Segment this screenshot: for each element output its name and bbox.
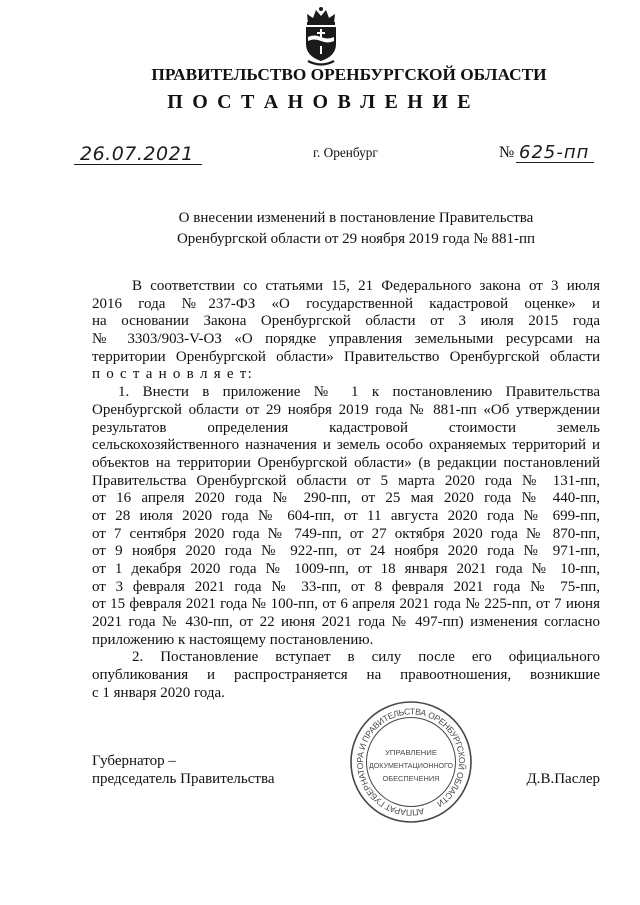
resolves-word: п о с т а н о в л я е т: [92, 366, 254, 383]
preamble-line: на основании Закона Оренбургской области от 3 июля 2015 года [92, 313, 600, 330]
item-1-line: 1. Внести в приложение № 1 к постановлению Правительства [118, 384, 600, 401]
item-1-line: Правительства Оренбургской области от 5 марта 2020 года № 131-пп, [92, 472, 600, 489]
crown-base [307, 22, 335, 25]
paragraph-preamble [92, 278, 600, 384]
item-2-line: с 1 января 2020 года. [92, 684, 225, 701]
signatory-position [92, 753, 392, 788]
item-1-line: приложению к настоящему постановлению. [92, 631, 374, 648]
organization-title: ПРАВИТЕЛЬСТВО ОРЕНБУРГСКОЙ ОБЛАСТИ [151, 65, 547, 84]
paragraph-item-2 [92, 649, 600, 702]
city: г. Оренбург [313, 145, 378, 160]
stamp-center-line: ОБЕСПЕЧЕНИЯ [382, 776, 440, 783]
document-body [92, 278, 600, 703]
document-title [110, 208, 602, 250]
item-1-line: от 15 февраля 2021 года № 100-пп, от 6 апреля 2021 года № 225-пп, от 7 июня [92, 596, 600, 613]
document-date: 26.07.2021 [80, 143, 194, 165]
item-1-line: объектов на территории Оренбургской области» (в редакции постановлений [92, 454, 600, 471]
stamp-inner-ring [367, 718, 456, 807]
number-underline [516, 162, 594, 163]
crown-orb [319, 7, 323, 11]
number-sign: № [499, 144, 515, 161]
preamble-line: 2016 года №237-ФЗ «О государственной кадастровой оценке» и [92, 295, 600, 312]
item-2-line: опубликования и распространяется на правоотношения, возникшие [92, 667, 600, 684]
paragraph-item-1 [92, 384, 600, 649]
signatory-position-line: Губернатор – [92, 753, 176, 769]
crown-shape [307, 10, 335, 23]
preamble-line: № 3303/903-V-ОЗ «О порядке управления земельными ресурсами на [92, 331, 600, 348]
preamble-line: В соответствии со статьями 15, 21 Федерального закона от 3 июля [132, 278, 600, 294]
document-type: П О С Т А Н О В Л Е Н И Е [167, 91, 473, 113]
signatory-name: Д.В.Паслер [526, 770, 600, 787]
date-underline [74, 164, 202, 165]
item-1-line: Оренбургской области от 29 ноября 2019 года № 881-пп «Об утверждении [92, 401, 600, 418]
item-1-line: от 3 февраля 2021 года № 33-пп, от 8 февраля 2021 года № 75-пп, [92, 578, 600, 595]
stamp-outer-ring [351, 702, 471, 822]
item-2-line: 2. Постановление вступает в силу после его официального [132, 649, 600, 666]
preamble-line: территории Оренбургской области» Правительство Оренбургской области [92, 348, 600, 365]
signatory-position-line: председатель Правительства [92, 770, 275, 787]
document-number: 625-пп [519, 142, 590, 163]
shield-detail [320, 46, 322, 54]
item-1-line: от 28 июля 2020 года № 604-пп, от 11 августа 2020 года № 699-пп, [92, 507, 600, 524]
item-1-line: 2021 года № 430-пп, от 22 июня 2021 года № 497-пп) изменения согласно [92, 614, 600, 631]
stamp-ring-text: АППАРАТ ГУБЕРНАТОРА И ПРАВИТЕЛЬСТВА ОРЕНБУРГСКОЙ ОБЛАСТИ [354, 706, 468, 818]
item-1-line: от 9 ноября 2020 года № 922-пп, от 24 ноября 2020 года № 971-пп, [92, 543, 600, 560]
coat-of-arms-icon [299, 6, 343, 66]
stamp-center-line: ДОКУМЕНТАЦИОННОГО [369, 763, 454, 770]
title-line: Оренбургской области от 29 ноября 2019 года № 881-пп [176, 230, 536, 247]
item-1-line: результатов определения кадастровой стоимости земель [92, 419, 600, 436]
title-line: О внесении изменений в постановление Правительства [178, 209, 534, 226]
stamp-ring [355, 706, 468, 817]
item-1-line: от 7 сентября 2020 года № 749-пп, от 27 октября 2020 года № 870-пп, [92, 525, 600, 542]
item-1-line: от 1 декабря 2020 года № 1009-пп, от 18 января 2021 года № 10-пп, [92, 561, 600, 577]
official-stamp [348, 699, 474, 825]
item-1-line: сельскохозяйственного назначения и земель особо охраняемых территорий и [92, 437, 600, 454]
item-1-line: от 16 апреля 2020 года № 290-пп, от 25 мая 2020 года № 440-пп, [92, 490, 600, 507]
stamp-center-line: УПРАВЛЕНИЕ [385, 750, 438, 757]
